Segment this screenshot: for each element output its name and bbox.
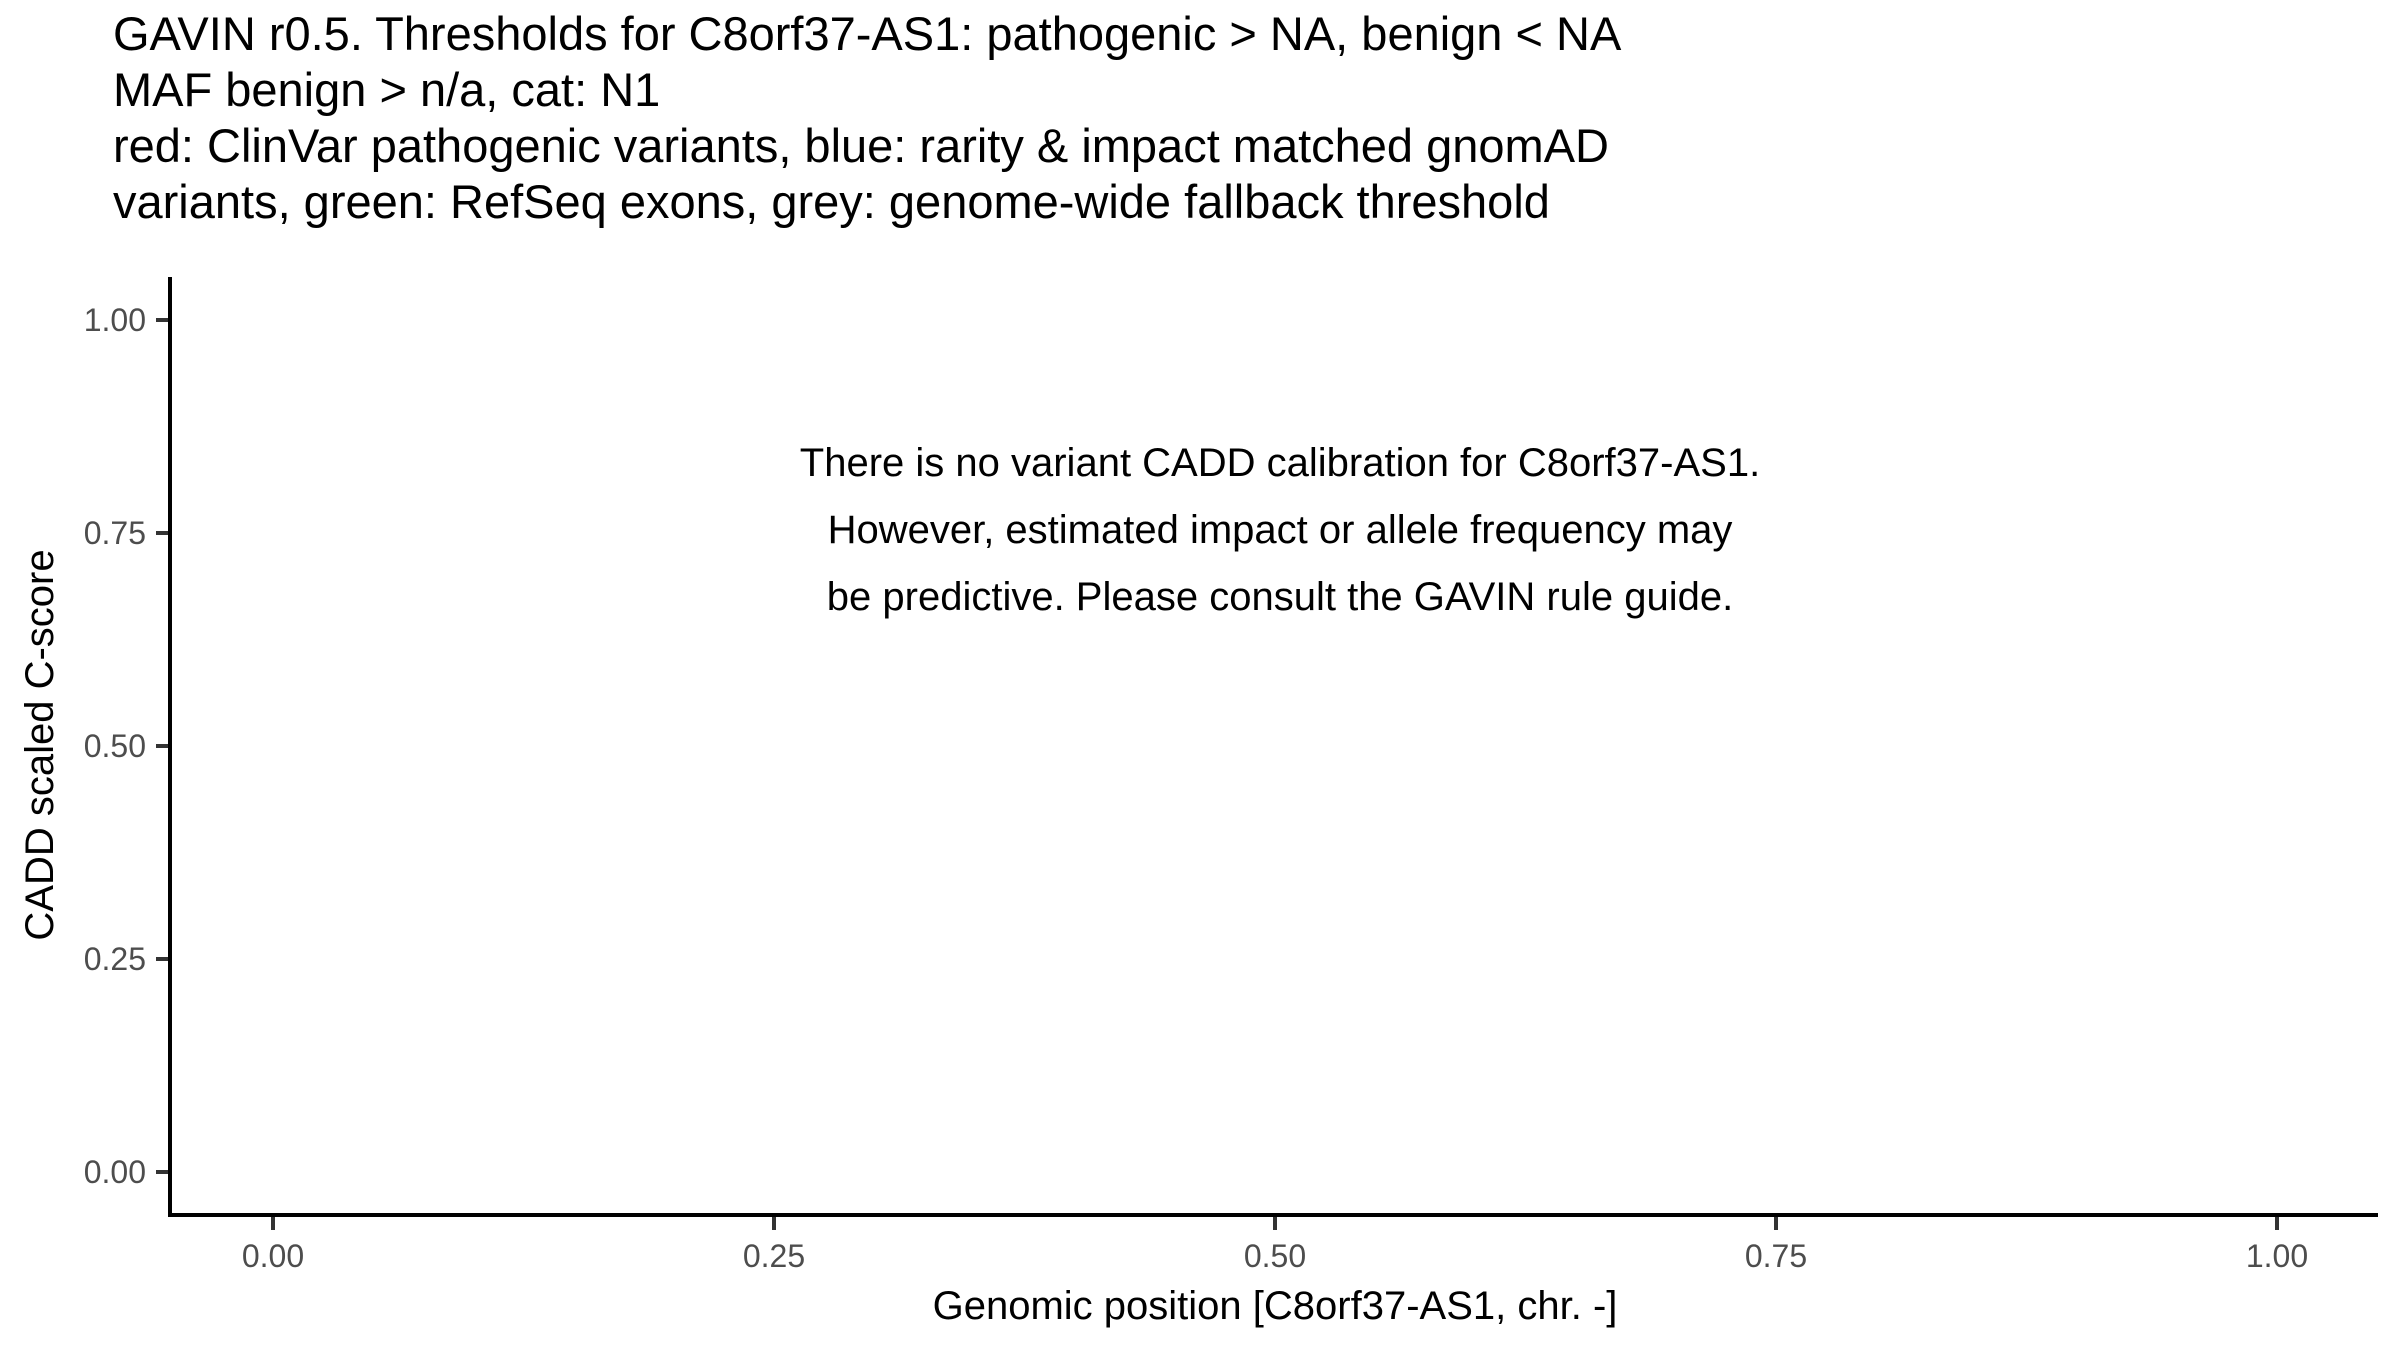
chart-title-line-3: red: ClinVar pathogenic variants, blue: rarity & impact matched gnomAD	[113, 119, 1609, 172]
x-tick-mark	[271, 1217, 275, 1230]
x-tick-mark	[772, 1217, 776, 1230]
y-axis-title: CADD scaled C-score	[18, 549, 62, 941]
x-tick-mark	[1273, 1217, 1277, 1230]
y-tick-mark	[156, 318, 168, 322]
x-tick-label: 0.00	[241, 1238, 305, 1274]
x-tick-mark	[2275, 1217, 2279, 1230]
y-tick-label: 0.25	[83, 941, 146, 977]
annotation-line-2: However, estimated impact or allele frequency may	[827, 508, 1733, 552]
chart-title	[113, 6, 1621, 230]
plot-panel	[172, 277, 2377, 1213]
chart-title-line-4: variants, green: RefSeq exons, grey: genome-wide fallback threshold	[113, 175, 1550, 228]
y-tick-label: 0.00	[83, 1154, 146, 1190]
x-tick-label: 0.75	[1744, 1238, 1808, 1274]
x-tick-mark	[1774, 1217, 1778, 1230]
annotation-line-1: There is no variant CADD calibration for C8orf37-AS1.	[799, 441, 1761, 485]
chart-title-line-2: MAF benign > n/a, cat: N1	[113, 63, 661, 116]
x-axis-title: Genomic position [C8orf37-AS1, chr. -]	[932, 1284, 1618, 1328]
chart-title-line-1: GAVIN r0.5. Thresholds for C8orf37-AS1: pathogenic > NA, benign < NA	[113, 7, 1622, 60]
x-tick-label: 1.00	[2245, 1238, 2309, 1274]
y-axis-line	[168, 277, 172, 1217]
y-tick-label: 1.00	[83, 302, 146, 338]
y-tick-mark	[156, 1170, 168, 1174]
annotation-line-3: be predictive. Please consult the GAVIN rule guide.	[826, 575, 1734, 619]
x-tick-label: 0.50	[1243, 1238, 1307, 1274]
y-tick-mark	[156, 531, 168, 535]
y-tick-label: 0.75	[83, 515, 146, 551]
y-tick-mark	[156, 957, 168, 961]
no-calibration-annotation	[575, 430, 1985, 631]
y-tick-mark	[156, 744, 168, 748]
y-tick-label: 0.50	[83, 728, 146, 764]
x-tick-label: 0.25	[742, 1238, 806, 1274]
